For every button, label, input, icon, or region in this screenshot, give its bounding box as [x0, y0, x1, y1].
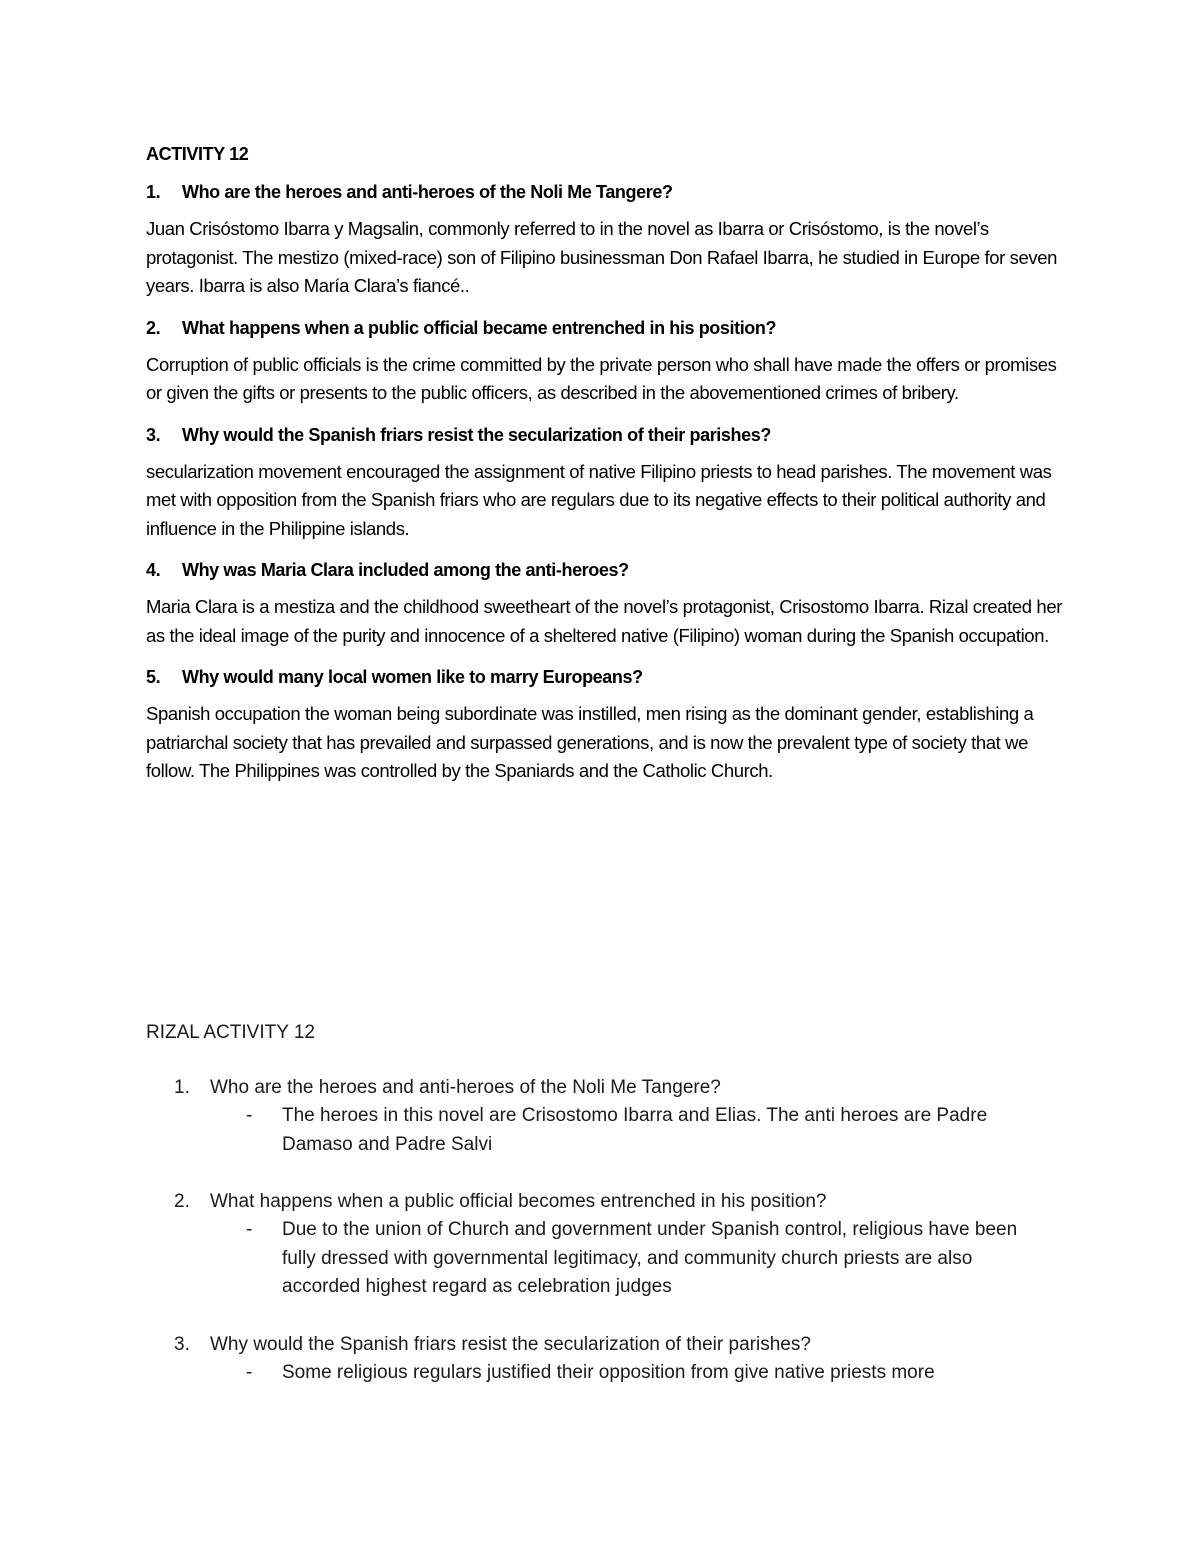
question-text: What happens when a public official becomes entrenched in his position?: [210, 1191, 827, 1212]
dash-bullet: -: [246, 1219, 253, 1240]
question-number: 1.: [146, 182, 161, 202]
answer-1: Juan Crisóstomo Ibarra y Magsalin, commonly referred to in the novel as Ibarra or Crisóstomo, is the novel’s protagonist. The mestizo (mixed-race) son of Filipino businessman Don Rafael Ibarra, he studied in Europe for seven years. Ibarra is also María Clara’s fiancé..: [146, 218, 1058, 296]
activity-section: [146, 140, 1076, 799]
rizal-question-3: [146, 1331, 1076, 1359]
rizal-item-2: [146, 1188, 1076, 1302]
question-number: 5.: [146, 667, 161, 687]
rizal-answer-1: [146, 1102, 1076, 1159]
question-text: Why would the Spanish friars resist the secularization of their parishes?: [210, 1333, 811, 1355]
activity-item-5: [146, 663, 1076, 786]
question-text: Why would the Spanish friars resist the secularization of their parishes?: [182, 424, 771, 445]
question-5: [146, 663, 1076, 691]
dash-bullet: -: [246, 1105, 253, 1126]
activity-item-3: [146, 421, 1076, 544]
rizal-answer-3: [146, 1359, 1076, 1388]
answer-4: Maria Clara is a mestiza and the childhood sweetheart of the novel’s protagonist, Crisostomo Ibarra. Rizal created her as the ideal image of the purity and innocence of a sheltered native (Filipino) woman during the Spanish occupation.: [146, 596, 1062, 646]
rizal-activity-title: RIZAL ACTIVITY 12: [146, 1022, 315, 1043]
rizal-activity-section: [146, 1019, 1076, 1416]
rizal-question-1: [146, 1074, 1076, 1102]
question-number: 3.: [146, 424, 161, 445]
question-text: Who are the heroes and anti-heroes of the Noli Me Tangere?: [210, 1077, 721, 1098]
question-text: What happens when a public official became entrenched in his position?: [182, 317, 777, 338]
answer-3: secularization movement encouraged the assignment of native Filipino priests to head parishes. The movement was met with opposition from the Spanish friars who are regulars due to its negative effects to their political authority and influence in the Philippine islands.: [146, 460, 1052, 539]
rizal-item-1: [146, 1074, 1076, 1159]
question-4: [146, 556, 1076, 584]
answer-text: Due to the union of Church and government under Spanish control, religious have been fully dressed with governmental legitimacy, and community church priests are also accorded highest regard as celebration judges: [282, 1219, 1018, 1297]
dash-bullet: -: [246, 1361, 253, 1383]
rizal-item-3: [146, 1331, 1076, 1388]
rizal-question-2: [146, 1188, 1076, 1216]
rizal-answer-2: [146, 1216, 1076, 1302]
answer-text: The heroes in this novel are Crisostomo Ibarra and Elias. The anti heroes are Padre Damaso and Padre Salvi: [282, 1105, 988, 1155]
activity-item-1: [146, 178, 1076, 301]
activity-title: ACTIVITY 12: [146, 144, 249, 164]
answer-text: Some religious regulars justified their opposition from give native priests more: [282, 1361, 935, 1383]
question-text: Who are the heroes and anti-heroes of the Noli Me Tangere?: [182, 182, 673, 202]
question-number: 3.: [174, 1333, 190, 1355]
question-number: 1.: [174, 1077, 190, 1098]
question-1: [146, 178, 1076, 206]
question-text: Why would many local women like to marry Europeans?: [182, 667, 643, 687]
activity-item-2: [146, 314, 1076, 408]
question-3: [146, 421, 1076, 449]
question-number: 4.: [146, 560, 161, 580]
question-text: Why was Maria Clara included among the anti-heroes?: [182, 560, 629, 580]
question-number: 2.: [174, 1191, 190, 1212]
question-2: [146, 314, 1076, 342]
answer-2: Corruption of public officials is the crime committed by the private person who shall have made the offers or promises or given the gifts or presents to the public officers, as described in the abovementioned crimes of bribery.: [146, 353, 1057, 403]
question-number: 2.: [146, 317, 161, 338]
activity-item-4: [146, 556, 1076, 650]
answer-5: Spanish occupation the woman being subordinate was instilled, men rising as the dominant gender, establishing a patriarchal society that has prevailed and surpassed generations, and is now the prevalent type of society that we follow. The Philippines was controlled by the Spaniards and the Catholic Church.: [146, 703, 1034, 781]
